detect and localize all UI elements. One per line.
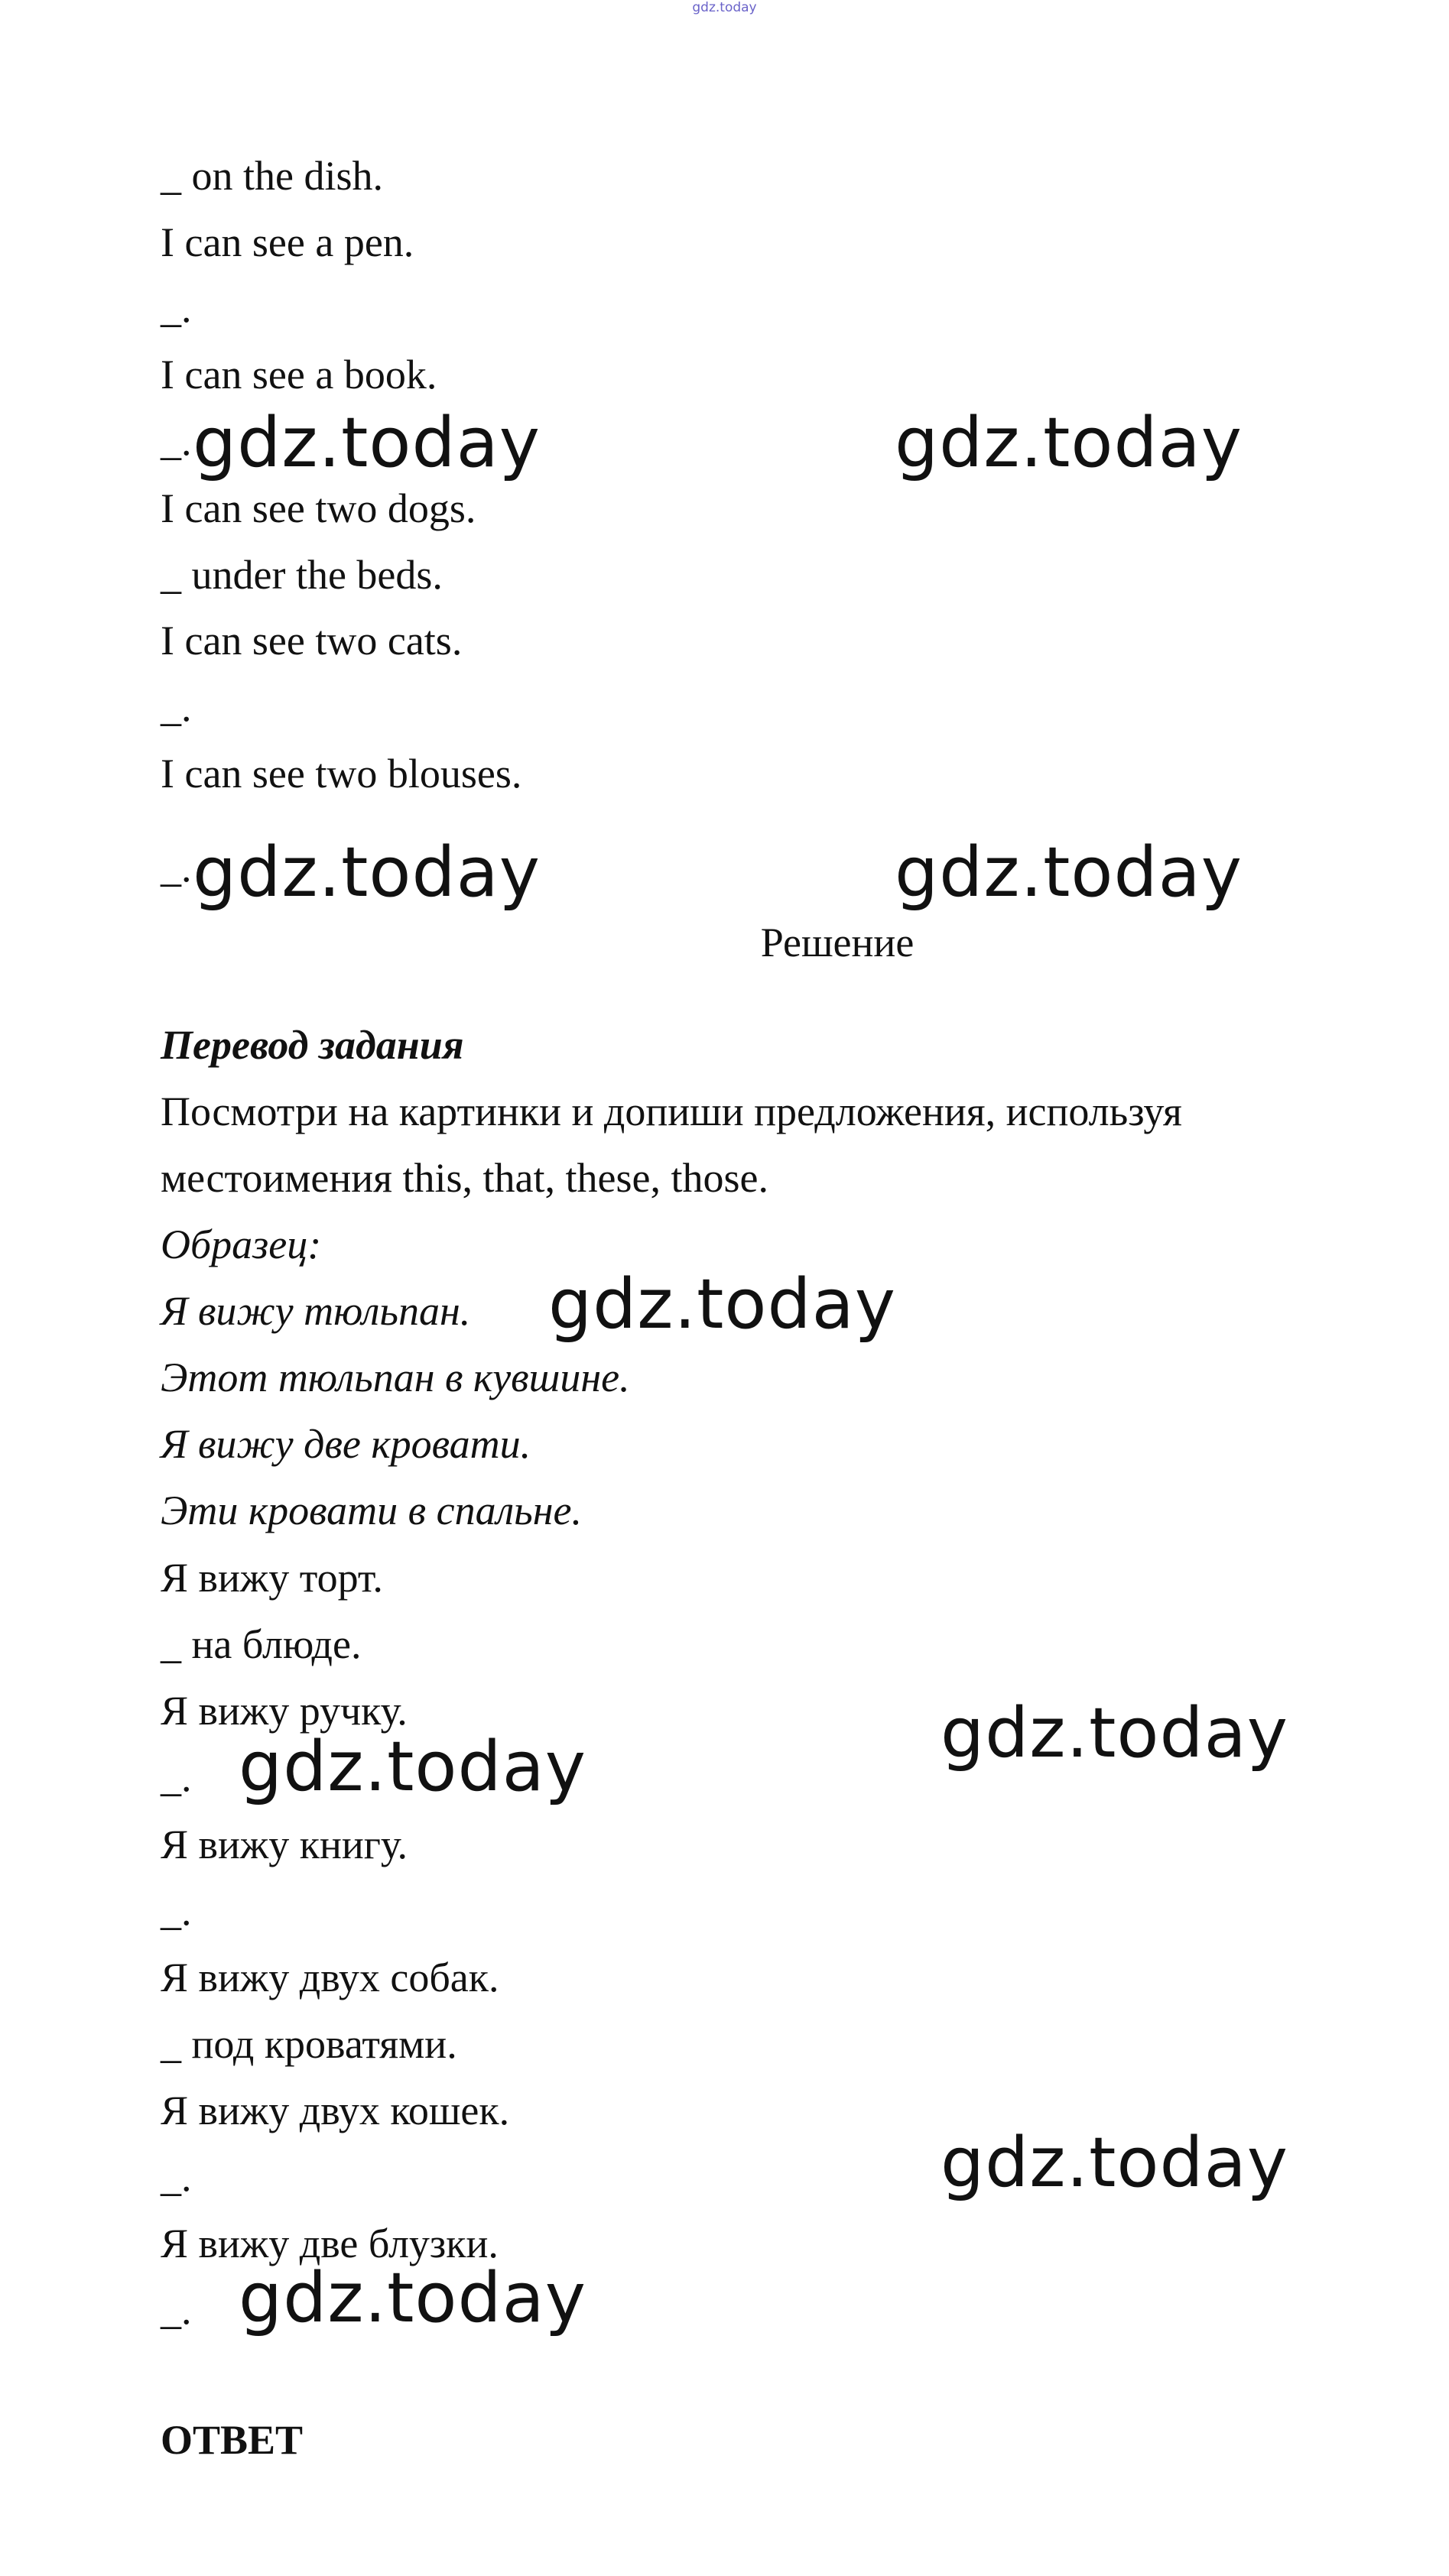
exercise-line: I can see two blouses. [161, 751, 522, 796]
site-mark: gdz.today [692, 0, 757, 15]
exercise-line: _ under the beds. [161, 552, 443, 598]
translation-line: Я вижу торт. [161, 1555, 383, 1601]
sample-line: Эти кровати в спальне. [161, 1488, 582, 1533]
translation-line: Я вижу ручку. [161, 1688, 408, 1734]
translation-heading: Перевод задания [161, 1022, 464, 1068]
exercise-line: I can see a pen. [161, 219, 414, 265]
instruction-line: местоимения this, that, these, those. [161, 1155, 768, 1201]
sample-line: Этот тюльпан в кувшине. [161, 1355, 630, 1400]
translation-line: Я вижу двух собак. [161, 1955, 499, 2000]
exercise-line: _. [161, 418, 192, 464]
exercise-line: I can see two cats. [161, 618, 463, 663]
translation-line: Я вижу книгу. [161, 1822, 408, 1867]
watermark: gdz.today [895, 832, 1243, 913]
solution-heading: Решение [760, 920, 915, 965]
watermark: gdz.today [941, 2123, 1289, 2203]
watermark: gdz.today [193, 832, 541, 913]
translation-line: _. [161, 2154, 192, 2200]
watermark: gdz.today [548, 1264, 897, 1345]
exercise-line: _. [161, 285, 192, 331]
sample-label: Образец: [161, 1221, 322, 1267]
watermark: gdz.today [239, 2258, 587, 2338]
translation-line: Я вижу две блузки. [161, 2221, 499, 2266]
instruction-line: Посмотри на картинки и допиши предложения, используя [161, 1088, 1182, 1134]
exercise-line: _. [161, 845, 192, 891]
sample-line: Я вижу тюльпан. [161, 1288, 471, 1334]
translation-line: _. [161, 2287, 192, 2333]
answer-heading: ОТВЕТ [161, 2417, 304, 2463]
sample-line: Я вижу две кровати. [161, 1421, 531, 1467]
translation-line: Я вижу двух кошек. [161, 2088, 510, 2133]
watermark: gdz.today [941, 1693, 1289, 1773]
translation-line: _ на блюде. [161, 1621, 362, 1667]
exercise-line: _. [161, 684, 192, 730]
translation-line: _. [161, 1754, 192, 1800]
translation-line: _. [161, 1888, 192, 1934]
exercise-line: I can see a book. [161, 352, 437, 397]
watermark: gdz.today [895, 403, 1243, 483]
watermark: gdz.today [193, 403, 541, 483]
exercise-line: _ on the dish. [161, 153, 383, 199]
exercise-line: I can see two dogs. [161, 485, 476, 531]
translation-line: _ под кроватями. [161, 2021, 457, 2067]
watermark: gdz.today [239, 1727, 587, 1807]
